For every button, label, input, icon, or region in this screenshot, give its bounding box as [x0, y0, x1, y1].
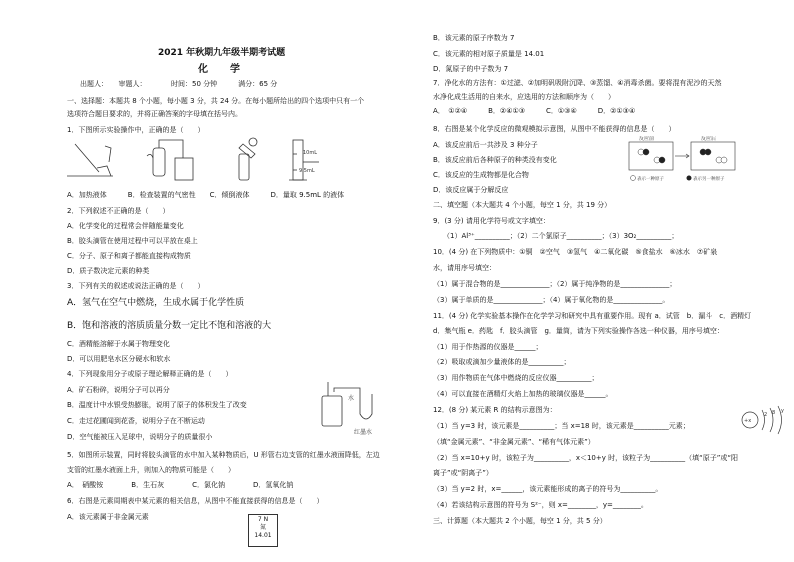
after-box [691, 142, 735, 170]
exam-title: 2021 年秋期九年级半期考试题 [158, 48, 286, 58]
question-11-item-2: （2）吸取或滴加少量液体的是__________； [433, 358, 571, 366]
question-3-option-c: C．酒精能溶解于水属于物理变化 [67, 340, 170, 348]
question-11-item-4: （4）可以直接在酒精灯火焰上加热的玻璃仪器是______。 [433, 390, 613, 398]
element-atomic-number: 7 [257, 516, 262, 523]
question-12-part-4: （4）若该结构示意图的符号为 S²⁻，则 x=________，y=________。 [433, 501, 648, 509]
question-5-line1: 5．如图所示装置，同时将胶头滴管的水中加入某种物质后，U 形管右边支管的红墨水液面降低，左边 [67, 451, 380, 459]
section3-heading: 三、计算题（本大题共 2 个小题，每空 1 分，共 5 分） [433, 517, 607, 525]
question-2-option-b: B．胶头滴管在使用过程中可以平放在桌上 [67, 237, 198, 245]
question-3-option-d: D．可以用肥皂水区分硬水和软水 [67, 355, 171, 363]
question-8-option-a: A．该反应前后一共涉及 3 种分子 [433, 141, 538, 149]
section2-heading: 二、填空题（本大题共 4 个小题，每空 1 分，共 19 分） [433, 201, 612, 209]
water-label: 水 [348, 395, 355, 402]
legend-b-text: 表示另一种原子 [693, 177, 725, 182]
red-ink-label: 红墨水 [354, 429, 373, 436]
question-8-option-c: C．该反应的生成物都是化合物 [433, 171, 529, 179]
shell-3-electrons: y [781, 408, 784, 414]
q1-apparatus-figure [67, 136, 367, 186]
question-10-items-3: （3）属于单质的是______________；（4）属于氧化物的是______________。 [433, 296, 670, 304]
question-5-line2: 支管的红墨水液面上升，则加入的物质可能是（ ） [67, 466, 235, 474]
before-box [629, 142, 673, 170]
question-7-line1: 7．净化水的方法有：①过滤、②加明矾吸附沉降、③蒸馏、④消毒杀菌。要将混有泥沙的天然 [433, 79, 722, 87]
question-3-option-a: A．氢气在空气中燃烧，生成水属于化学性质 [67, 298, 245, 308]
section1-heading-line1: 一、选择题：本题共 8 个小题，每小题 3 分，共 24 分。在每小题所给出的四个选项中只有一个 [67, 97, 365, 105]
element-mass: 14.01 [254, 532, 272, 539]
question-8-option-b: B．该反应前后各种原子的种类没有变化 [433, 156, 557, 164]
question-9-items: （1）Al³⁺__________；（2）二个氯原子__________；（3）3O₂__________； [443, 232, 679, 240]
question-11-line1: 11．(4 分) 化学实验基本操作在化学学习和研究中具有重要作用。现有 a．试管 b．漏斗 c．酒精灯 [433, 312, 752, 320]
cylinder-label-10ml: 10mL [303, 150, 318, 156]
subject-title: 化学 [198, 64, 262, 75]
u-tube-apparatus-figure [318, 378, 388, 438]
question-6: 6．右图是元素周期表中某元素的相关信息，从图中不能直接获得的信息是（ ） [67, 497, 324, 505]
question-10-line2: 水，请用序号填空： [433, 264, 496, 272]
question-6-option-b: B．该元素的原子序数为 7 [433, 34, 515, 42]
after-label: 反应后 [701, 136, 717, 142]
cylinder-label-9.5ml: 9.5mL [299, 168, 315, 174]
question-11-item-3: （3）用作物质在气体中燃烧的反应仪器__________； [433, 374, 599, 382]
exam-meta: 出题人： 审题人： 时间：50 分钟 满分：65 分 [80, 80, 278, 88]
element-name: 氮 [259, 524, 266, 531]
question-12-part-1-hint: （填“金属元素”、“非金属元素”、“稀有气体元素”） [433, 438, 595, 446]
question-4-option-b: B．温度计中水银受热膨胀，说明了原子的体积发生了改变 [67, 401, 247, 409]
legend-white-atom-icon [631, 176, 636, 181]
question-6-option-d: D．氮原子的中子数为 7 [433, 65, 509, 73]
right-column [405, 0, 794, 562]
pouring-liquid-figure [239, 138, 257, 180]
question-7-line2: 水净化成生活用的自来水，应选用的方法和顺序为（ ） [433, 93, 615, 101]
heating-liquid-figure [67, 144, 113, 176]
question-12-part-2-hint: 离子”或“阴离子”） [433, 469, 493, 477]
question-1-options: A．加热液体 B．检查装置的气密性 C．倾倒液体 D．量取 9.5mL 的液体 [67, 191, 345, 199]
question-2-option-d: D．质子数决定元素的种类 [67, 267, 150, 275]
question-4-option-c: C．走过花圃闻到花香，说明分子在不断运动 [67, 417, 205, 425]
question-4-option-d: D．空气能被压入足球中，说明分子的质量很小 [67, 433, 213, 441]
question-4-option-a: A．矿石粉碎，说明分子可以再分 [67, 386, 170, 394]
question-6-option-a: A．该元素属于非金属元素 [67, 513, 149, 521]
question-3: 3．下列有关的叙述或说法正确的是（ ） [67, 282, 205, 290]
question-6-option-c: C．该元素的相对原子质量是 14.01 [433, 50, 545, 58]
question-12: 12．(8 分) 某元素 R 的结构示意图为： [433, 406, 557, 414]
legend-a-text: 表示一种原子 [637, 177, 664, 182]
measuring-cylinder-figure [289, 140, 319, 180]
element-tile [248, 514, 278, 547]
question-5-options: A． 硝酸铵 B．生石灰 C．氯化钠 D．氢氧化钠 [67, 481, 294, 489]
question-12-part-2: （2）当 x=10+y 时，该粒子为__________，x＜10+y 时，该粒子为__________（填“原子”或“阳 [433, 454, 738, 462]
question-12-part-1: （1）当 y=3 时，该元素是__________；当 x=18 时，该元素是__________元素； [433, 422, 690, 430]
question-2: 2．下列叙述不正确的是（ ） [67, 207, 170, 215]
question-1: 1．下图所示实验操作中，正确的是（ ） [67, 126, 205, 134]
question-4: 4．下列现象用分子或原子理论解释正确的是（ ） [67, 370, 233, 378]
question-10-items-1: （1）属于混合物的是______________；（2）属于纯净物的是______________； [433, 280, 677, 288]
question-8-option-d: D．该反应属于分解反应 [433, 186, 509, 194]
reaction-micro-diagram [627, 136, 747, 186]
atom-structure-diagram [740, 400, 792, 440]
question-2-option-c: C．分子、原子和离子都能直接构成物质 [67, 252, 191, 260]
shell-1-electrons: 2 [764, 412, 768, 418]
question-8: 8．右图是某个化学反应的微观模拟示意图，从图中不能获得的信息是（ ） [433, 125, 676, 133]
section1-heading-line2: 选项符合题目要求的，并将正确答案的字母填在括号内。 [67, 110, 242, 118]
u-tube [334, 388, 372, 419]
question-11-item-1: （1）用于作热源的仪器是______； [433, 343, 543, 351]
element-symbol: N [263, 516, 269, 523]
question-12-part-3: （3）当 y=2 时，x=______，该元素能形成的离子的符号为__________。 [433, 485, 663, 493]
flask [322, 396, 342, 426]
question-10-line1: 10．(4 分) 在下列物质中：①铜 ②空气 ③氢气 ④二氧化碳 ⑤食盐水 ⑥冰水 ⑦矿泉 [433, 248, 718, 256]
legend-black-atom-icon [687, 176, 692, 181]
airtightness-figure [147, 140, 193, 180]
question-2-option-a: A．化学变化的过程常会伴随能量变化 [67, 222, 184, 230]
before-label: 反应前 [639, 136, 655, 142]
question-7-options: A． ①②④ B．②④①③ C．①③④ D．②①③④ [433, 107, 636, 115]
nucleus-charge: +x [744, 418, 752, 424]
question-11-line2: d．集气瓶 e．药匙 f．胶头滴管 g．量筒，请为下列实验操作各选一种仪器，用序号填空： [433, 327, 724, 335]
question-9: 9．(3 分) 请用化学符号或文字填空： [433, 217, 550, 225]
shell-2-electrons: 8 [772, 410, 776, 416]
question-3-option-b: B．饱和溶液的溶质质量分数一定比不饱和溶液的大 [67, 321, 272, 331]
